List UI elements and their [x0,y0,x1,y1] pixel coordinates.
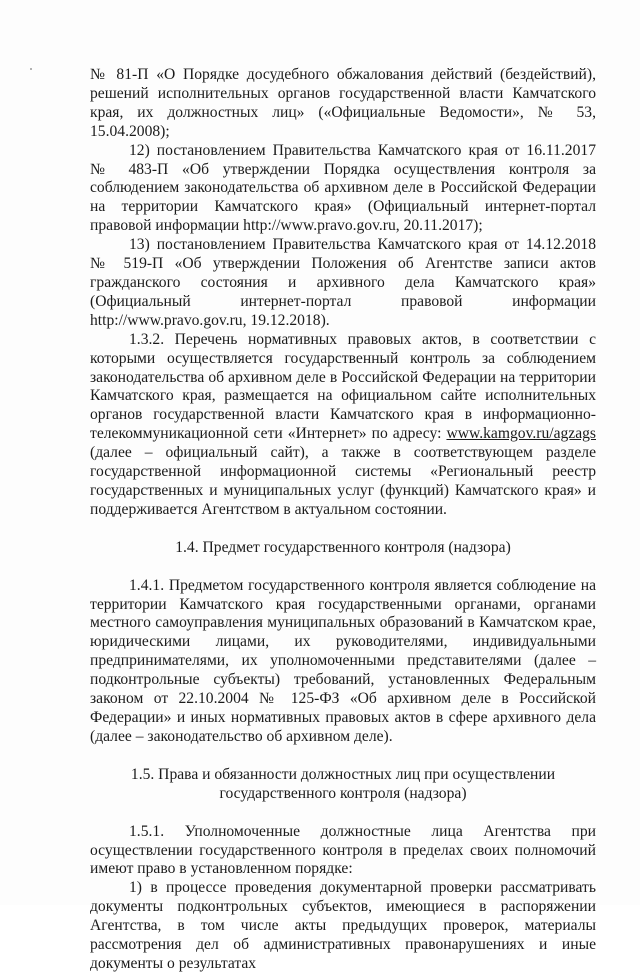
section-spacer [90,747,596,766]
paragraph-1-4-1: 1.4.1. Предметом государственного контроля является соблюдение на территории Камчатского края государственными органами, органами местного самоуправления муниципальных образований в Камчатском крае, юридическими лицами, их руководителями, индивидуальными предпринимателями, их уполномоченными представителями (далее – подконтрольные субъекты) требований, установленных Федеральным законом от 22.10.2004 № 125-ФЗ «Об архивном деле в Российской Федерации» и иных нормативных правовых актов в сфере архивного дела (далее – законодательство об архивном деле). [90,576,596,745]
scan-speck [30,68,32,70]
paragraph-1-5-1: 1.5.1. Уполномоченные должностные лица Агентства при осуществлении государственного контроля в пределах своих полномочий имеют право в установленном порядке: [90,822,596,878]
paragraph-continuation: № 81-П «О Порядке досудебного обжалования действий (бездействий), решений исполнительных органов государственной власти Камчатского края, их должностных лиц» («Официальные Ведомости», № 53, 15.04.2008); [90,66,596,140]
document-text [90,66,596,974]
paragraph-item-12: 12) постановлением Правительства Камчатского края от 16.11.2017 № 483-П «Об утверждении Порядка осуществления контроля за соблюдением законодательства об архивном деле в Российской Федерации на территории Камчатского края» (Официальный интернет-портал правовой информации http://www.pravo.gov.ru, 20.11.2017); [90,141,596,235]
section-spacer [90,520,596,539]
site-link[interactable]: www.kamgov.ru/agzags [446,425,596,443]
section-spacer [90,804,596,823]
paragraph-item-1: 1) в процессе проведения документарной проверки рассматривать документы подконтрольных субъектов, имеющиеся в распоряжении Агентства, в том числе акты предыдущих проверок, материалы рассмотрения дел об административных правонарушениях и иные документы о результатах [90,879,596,972]
paragraph-1-3-2 [90,331,596,520]
paragraph-item-13: 13) постановлением Правительства Камчатского края от 14.12.2018 № 519-П «Об утверждении Положения об Агентстве записи актов гражданского состояния и архивного дела Камчатского края» (Официальный интернет-портал правовой информации http://www.pravo.gov.ru, 19.12.2018). [90,236,596,329]
paragraph-1-3-2-text-end: (далее – официальный сайт), а также в соответствующем разделе государственной информационной системы «Региональный реестр государственных и муниципальных услуг (функций) Камчатского края» и поддерживается Агентством в актуальном состоянии. [90,444,596,518]
paragraph-1-3-2-text-start: 1.3.2. Перечень нормативных правовых актов, в соответствии с которыми осуществляется государственный контроль за соблюдением законодательства об архивном деле в Российской Федерации на территории Камчатского края, размещается на официальном сайте исполнительных органов государственной власти Камчатского края в информационно-телекоммуникационной сети «Интернет» по адресу: [90,330,596,443]
section-heading-1-4: 1.4. Предмет государственного контроля (надзора) [175,538,511,556]
section-spacer [90,558,596,577]
section-heading-1-5: 1.5. Права и обязанности должностных лиц при осуществлении государственного контроля (надзора) [130,765,556,802]
